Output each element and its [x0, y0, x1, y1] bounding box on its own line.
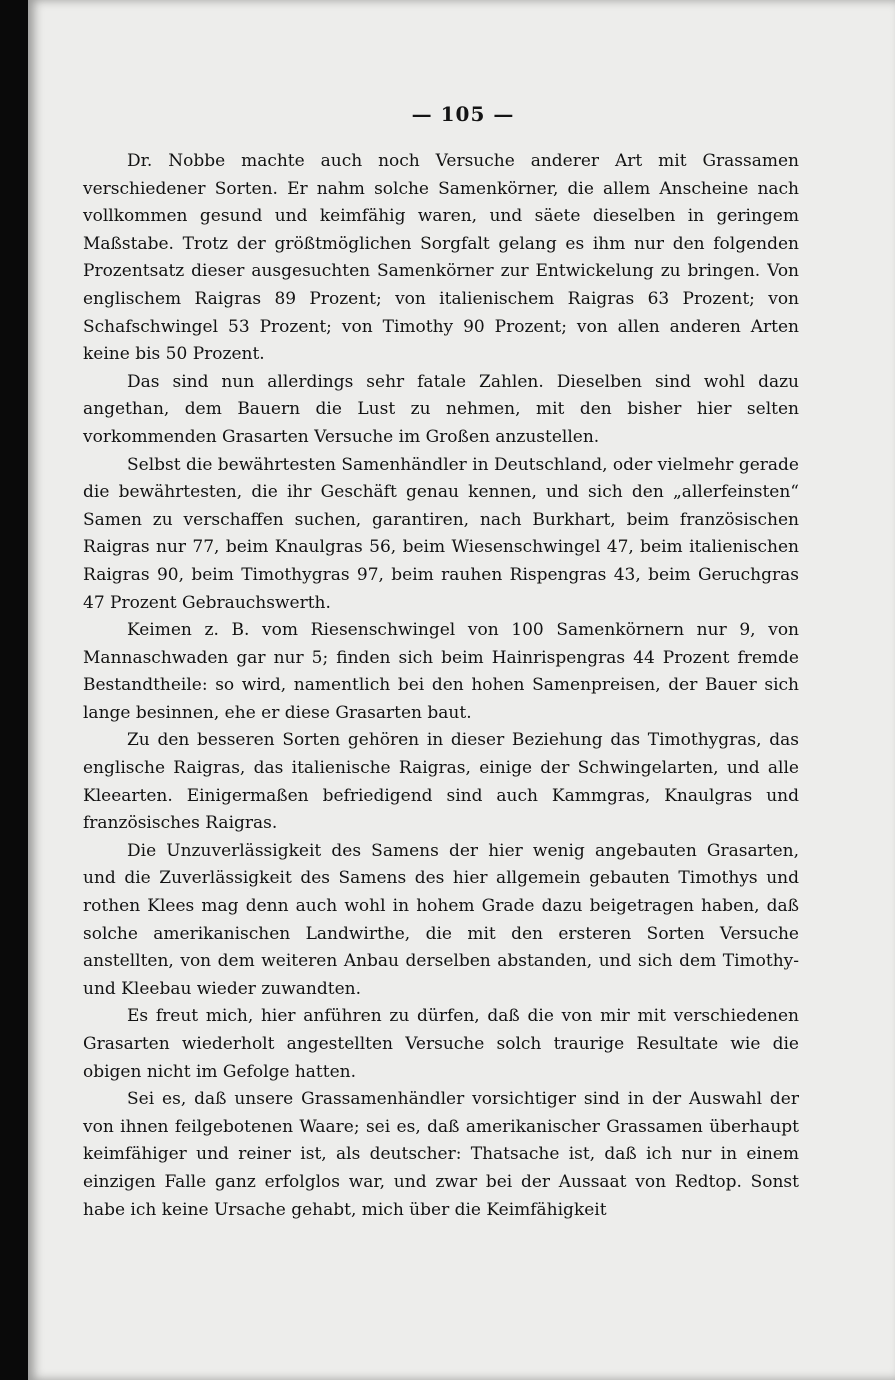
paragraph: Es freut mich, hier anführen zu dürfen, daß die von mir mit verschiedenen Grasarten wiederholt angestellten Versuche solch traurige Resultate wie die obigen nicht im Gefolge hatten.: [83, 1006, 799, 1082]
paragraph: Sei es, daß unsere Grassamenhändler vorsichtiger sind in der Auswahl der von ihnen feilgebotenen Waare; sei es, daß amerikanischer Grassamen überhaupt keimfähiger und reiner ist, als deutscher: Thatsache ist, daß ich nur in einem einzigen Falle ganz erfolglos war, und zwar bei der Aussaat von Redtop. Sonst habe ich keine Ursache gehabt, mich über die Keimfähigkeit: [83, 1089, 799, 1220]
paragraph: Keimen z. B. vom Riesenschwingel von 100 Samenkörnern nur 9, von Mannaschwaden gar nur 5; finden sich beim Hainrispengras 44 Prozent fremde Bestandtheile: so wird, namentlich bei den hohen Samenpreisen, der Bauer sich lange besinnen, ehe er diese Grasarten baut.: [83, 620, 799, 723]
book-page: [28, 0, 895, 1380]
paragraph: Zu den besseren Sorten gehören in dieser Beziehung das Timothygras, das englische Raigras, das italienische Raigras, einige der Schwingelarten, und alle Kleearten. Einigermaßen befriedigend sind auch Kammgras, Knaulgras und französisches Raigras.: [83, 730, 799, 834]
paragraph: Die Unzuverlässigkeit des Samens der hier wenig angebauten Grasarten, und die Zuverlässigkeit des Samens des hier allgemein gebauten Timothys und rothen Klees mag denn auch wohl in hohem Grade dazu beigetragen haben, daß solche amerikanischen Landwirthe, die mit den ersteren Sorten Versuche anstellten, von dem weiteren Anbau derselben abstanden, und sich dem Timothy- und Kleebau wieder zuwandten.: [83, 840, 799, 999]
paragraph: Das sind nun allerdings sehr fatale Zahlen. Dieselben sind wohl dazu angethan, dem Bauern die Lust zu nehmen, mit den bisher hier selten vorkommenden Grasarten Versuche im Großen anzustellen.: [83, 371, 799, 447]
paragraph: Selbst die bewährtesten Samenhändler in Deutschland, oder vielmehr gerade die bewährtesten, die ihr Geschäft genau kennen, und sich den „allerfeinsten“ Samen zu verschaffen suchen, garantiren, nach Burkhart, beim französischen Raigras nur 77, beim Knaulgras 56, beim Wiesenschwingel 47, beim italienischen Raigras 90, beim Timothygras 97, beim rauhen Rispengras 43, beim Geruchgras 47 Prozent Gebrauchswerth.: [83, 454, 799, 613]
paragraph: Dr. Nobbe machte auch noch Versuche anderer Art mit Grassamen verschiedener Sorten. Er nahm solche Samenkörner, die allem Anscheine nach vollkommen gesund und keimfähig waren, und säete dieselben in geringem Maßstabe. Trotz der größtmöglichen Sorgfalt gelang es ihm nur den folgenden Prozentsatz dieser ausgesuchten Samenkörner zur Entwickelung zu bringen. Von englischem Raigras 89 Prozent; von italienischem Raigras 63 Prozent; von Schafschwingel 53 Prozent; von Timothy 90 Prozent; von allen anderen Arten keine bis 50 Prozent.: [83, 151, 799, 365]
page-number: — 105 —: [411, 102, 515, 126]
page-body: [83, 148, 799, 1224]
